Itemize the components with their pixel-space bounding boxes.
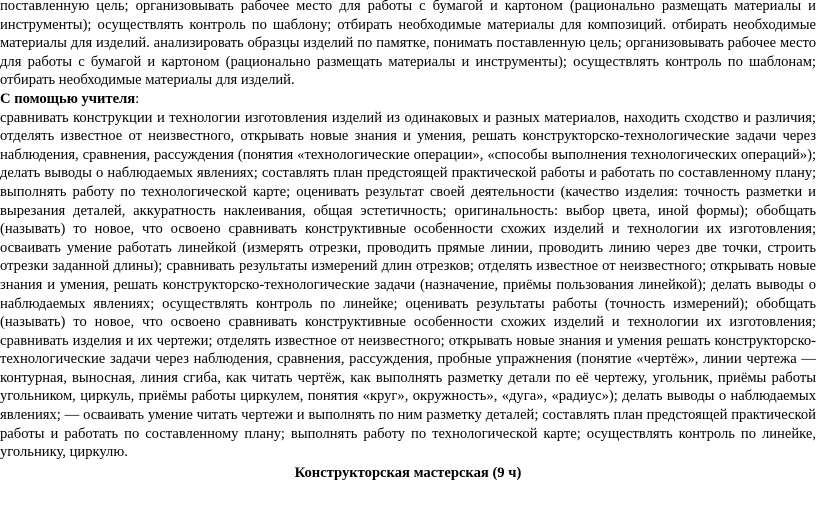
teacher-heading-colon: : — [135, 90, 140, 107]
teacher-heading-text: С помощью учителя — [0, 90, 136, 107]
intro-paragraph: поставленную цель; организовывать рабочее место для работы с бумагой и картоном (рационально размещать материалы и инструменты); осуществлять контроль по шаблону; отбирать необходимые материалы для композиций. отбирать необходимые материалы для изделий. анализировать образцы изделий по памятке, понимать поставленную цель; организовывать рабочее место для работы с бумагой и картоном (рационально размещать материалы и инструменты); осуществлять контроль по шаблонам; отбирать необходимые материалы для изделий. — [0, 0, 816, 89]
teacher-paragraph: сравнивать конструкции и технологии изготовления изделий из одинаковых и разных материалов, находить сходство и различия; отделять известное от неизвестного, открывать новые знания и умения, решать конструкторско-технологические задачи через наблюдения, сравнения, рассуждения (понятия «технологические операции», «способы выполнения технологических операций»); делать выводы о наблюдаемых явлениях; составлять план предстоящей практической работы и работать по составленному плану; выполнять работу по технологической карте; оценивать результат своей деятельности (качество изделия: точность разметки и вырезания деталей, аккуратность наклеивания, общая эстетичность; оригинальность: выбор цвета, иной формы); обобщать (называть) то новое, что освоено сравнивать конструктивные особенности схожих изделий и технологии их изготовления; осваивать умение работать линейкой (измерять отрезки, проводить прямые линии, проводить линию через две точки, строить отрезки заданной длины); сравнивать результаты измерений длин отрезков; отделять известное от неизвестного; открывать новые знания и умения, решать конструкторско-технологические задачи (назначение, приёмы пользования линейкой); делать выводы о наблюдаемых явлениях; осуществлять контроль по линейке; оценивать результаты работы (точность измерений); обобщать (называть) то новое, что освоено сравнивать конструктивные особенности схожих изделий и технологии их изготовления; сравнивать изделия и их чертежи; отделять известное от неизвестного; открывать новые знания и умения решать конструкторско-технологические задачи через наблюдения, сравнения, рассуждения, пробные упражнения (понятие «чертёж», линии чертежа — контурная, выносная, линия сгиба, как читать чертёж, как выполнять разметку детали по её чертежу, угольник, приёмы работы угольником, циркуль, приёмы работы циркулем, понятия «круг», окружность», «дуга», «радиус»); делать выводы о наблюдаемых явлениях; — осваивать умение читать чертежи и выполнять по ним разметку деталей; составлять план предстоящей практической работы и работать по составленному плану; выполнять работу по технологической карте; осуществлять контроль по линейке, угольнику, циркулю. — [0, 109, 816, 461]
teacher-heading — [0, 90, 816, 109]
section-title: Конструкторская мастерская (9 ч) — [294, 464, 522, 481]
